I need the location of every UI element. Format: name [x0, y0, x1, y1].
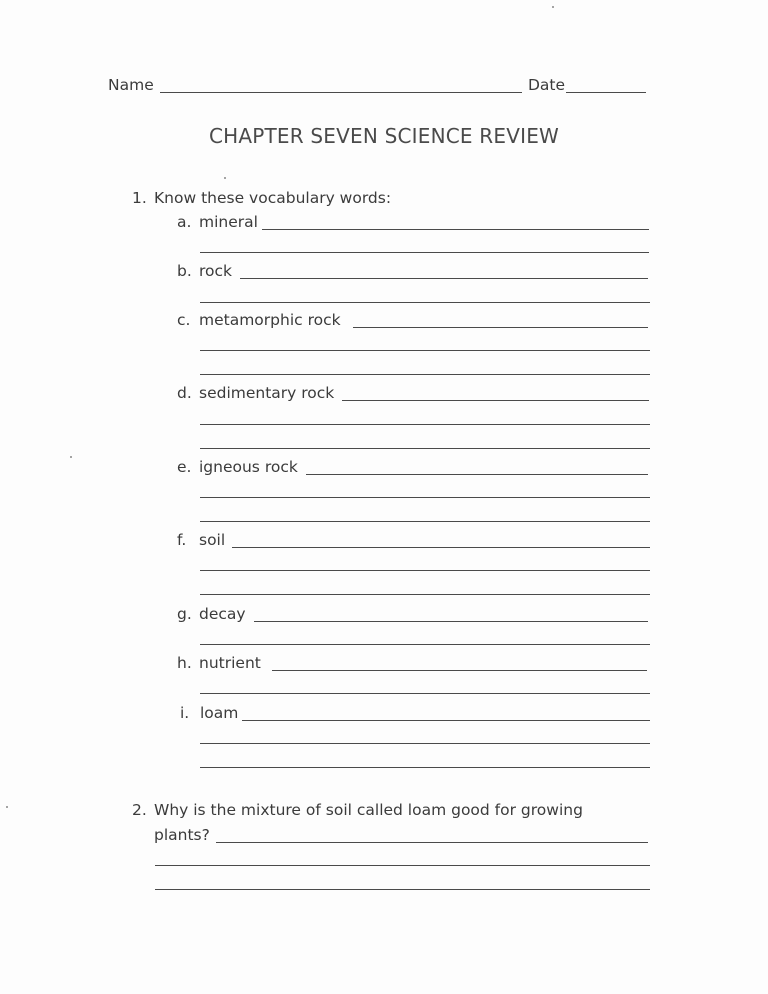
answer-line[interactable] — [216, 842, 648, 843]
scan-speck — [6, 806, 8, 808]
vocab-term-rock: rock — [199, 262, 233, 280]
item-letter: i. — [180, 704, 190, 722]
vocab-term-soil: soil — [199, 531, 226, 549]
answer-line[interactable] — [200, 644, 650, 645]
answer-line[interactable] — [200, 424, 650, 425]
answer-line[interactable] — [200, 521, 650, 522]
answer-line[interactable] — [240, 278, 648, 279]
name-blank[interactable] — [160, 92, 522, 93]
answer-line[interactable] — [200, 570, 650, 571]
item-letter: d. — [177, 384, 192, 402]
item-letter: h. — [177, 654, 192, 672]
answer-line[interactable] — [155, 889, 650, 890]
answer-line[interactable] — [200, 693, 650, 694]
answer-line[interactable] — [254, 621, 648, 622]
answer-line[interactable] — [262, 229, 649, 230]
answer-line[interactable] — [232, 547, 650, 548]
date-blank[interactable] — [566, 92, 646, 93]
vocab-term-metamorphic-rock: metamorphic rock — [199, 311, 341, 329]
scan-speck — [224, 177, 226, 179]
question-2-number: 2. — [132, 801, 147, 819]
answer-line[interactable] — [306, 474, 648, 475]
scan-speck — [70, 456, 72, 458]
question-2-prompt-continued: plants? — [154, 826, 210, 844]
answer-line[interactable] — [155, 865, 650, 866]
page-title: CHAPTER SEVEN SCIENCE REVIEW — [208, 124, 560, 148]
answer-line[interactable] — [200, 767, 650, 768]
name-label: Name — [108, 76, 154, 94]
vocab-term-igneous-rock: igneous rock — [199, 458, 298, 476]
answer-line[interactable] — [200, 448, 650, 449]
answer-line[interactable] — [353, 327, 648, 328]
answer-line[interactable] — [242, 720, 650, 721]
answer-line[interactable] — [342, 400, 649, 401]
item-letter: f. — [177, 531, 187, 549]
item-letter: b. — [177, 262, 192, 280]
question-1-number: 1. — [132, 189, 147, 207]
question-2-prompt: Why is the mixture of soil called loam good for growing — [154, 801, 583, 819]
answer-line[interactable] — [200, 594, 650, 595]
answer-line[interactable] — [200, 252, 649, 253]
item-letter: a. — [177, 213, 192, 231]
vocab-term-decay: decay — [199, 605, 246, 623]
item-letter: g. — [177, 605, 192, 623]
answer-line[interactable] — [200, 350, 650, 351]
answer-line[interactable] — [200, 497, 650, 498]
answer-line[interactable] — [272, 670, 647, 671]
answer-line[interactable] — [200, 374, 650, 375]
scan-speck — [552, 6, 554, 8]
answer-line[interactable] — [200, 302, 650, 303]
answer-line[interactable] — [200, 743, 650, 744]
vocab-term-loam: loam — [200, 704, 239, 722]
vocab-term-sedimentary-rock: sedimentary rock — [199, 384, 335, 402]
item-letter: e. — [177, 458, 192, 476]
item-letter: c. — [177, 311, 191, 329]
question-1-prompt: Know these vocabulary words: — [154, 189, 392, 207]
date-label: Date — [528, 76, 566, 94]
vocab-term-mineral: mineral — [199, 213, 258, 231]
vocab-term-nutrient: nutrient — [199, 654, 261, 672]
